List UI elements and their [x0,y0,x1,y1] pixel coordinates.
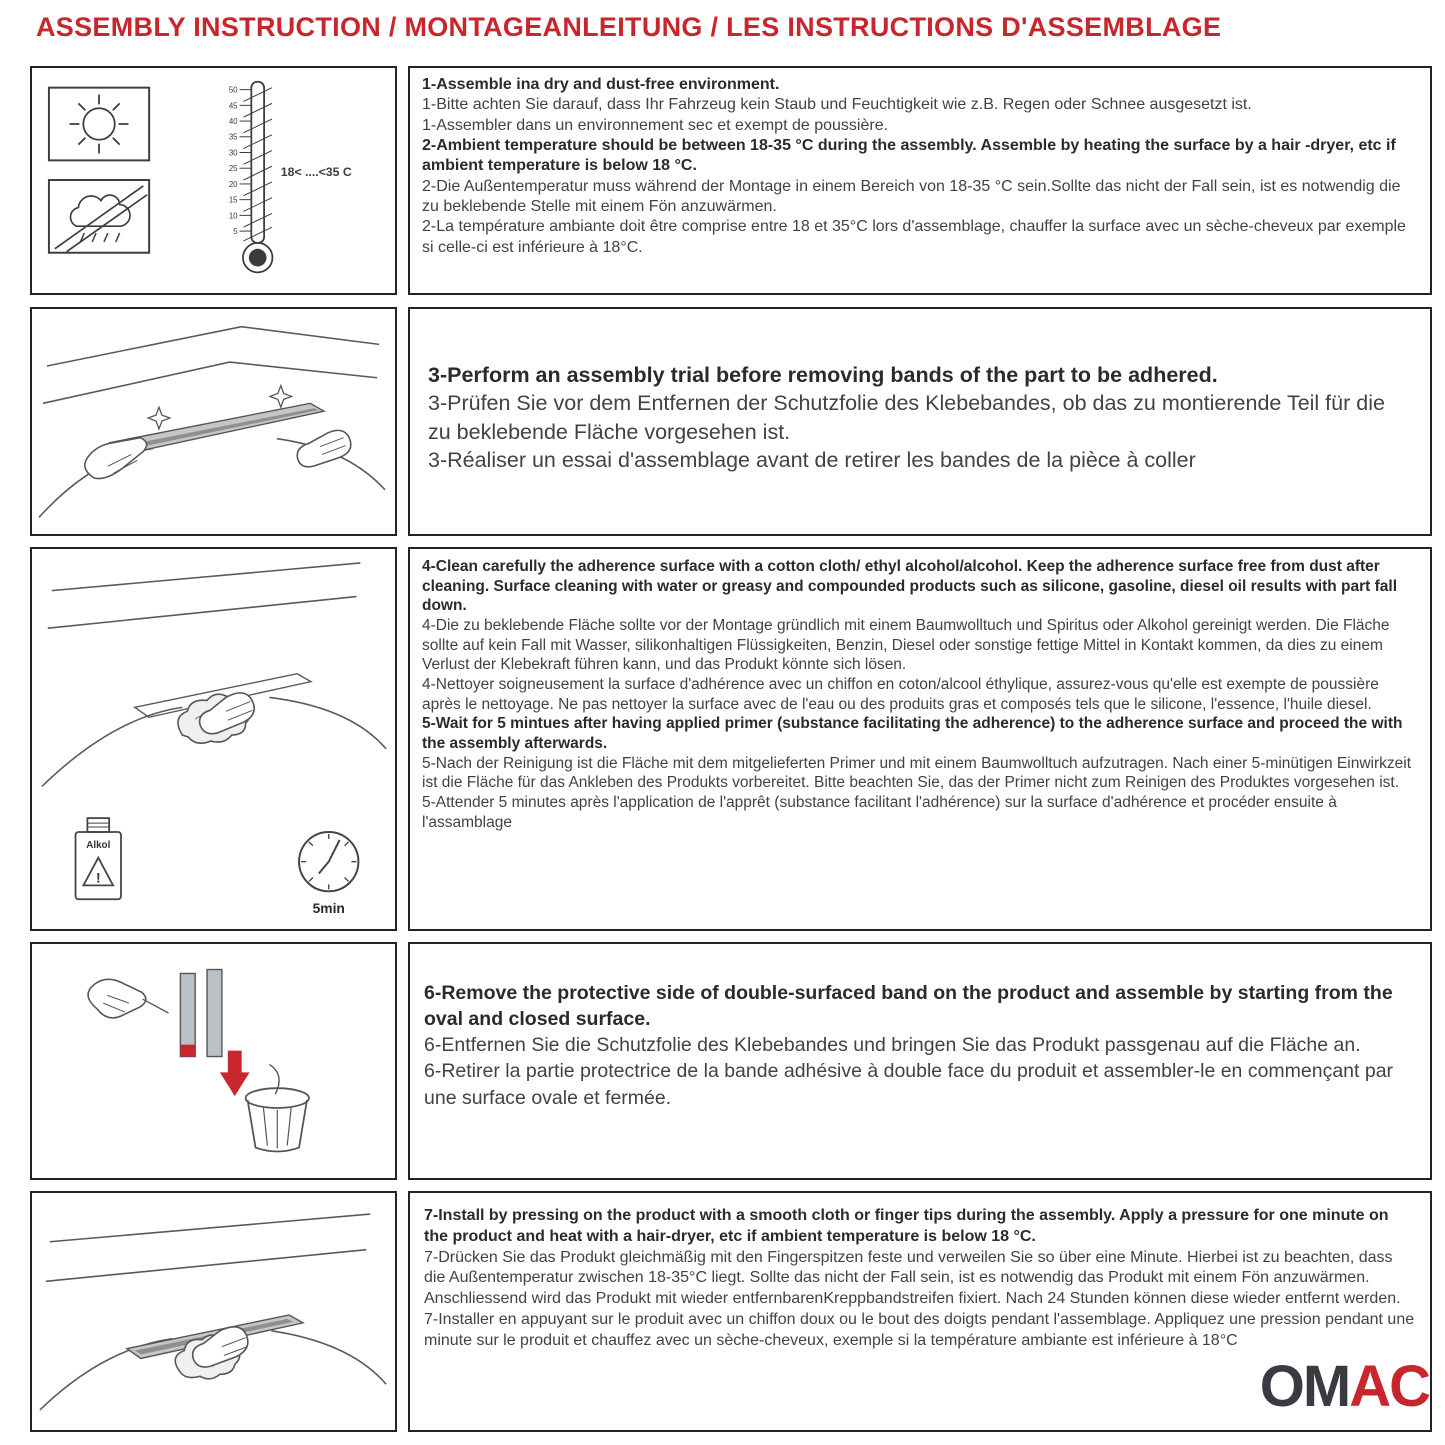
sun-icon [49,88,149,161]
instruction-paragraph: 3-Prüfen Sie vor dem Entfernen der Schutzfolie des Klebebandes, ob das zu montierende Teil für die zu beklebende Fläche vorgesehen ist. [428,391,1385,444]
door-frame-lines [40,1214,386,1410]
clock-icon [299,832,358,916]
trash-bin-icon [246,1064,309,1151]
step4-cleaning-illustration [32,549,395,929]
down-arrow-icon [220,1051,250,1096]
thermometer-tick-label: 15 [228,195,238,205]
warning-mark: ! [95,869,101,886]
thermometer-tick-label: 10 [228,211,238,221]
step4-5-illustration-box [30,547,397,931]
five-minutes-label: 5min [312,900,345,917]
instruction-paragraph: 6-Retirer la partie protectrice de la bande adhésive à double face du produit et assembler-le en commençant par une surface ovale et fermée. [424,1060,1394,1109]
peeling-hand-icon [88,979,168,1018]
instruction-paragraph: 1-Assembler dans un environnement sec et exempt de poussière. [422,116,889,134]
step4-5-text-box [408,547,1432,931]
page-title: ASSEMBLY INSTRUCTION / MONTAGEANLEITUNG / LES INSTRUCTIONS D'ASSEMBLAGE [36,12,1222,42]
step3-illustration-box [30,307,397,536]
instruction-paragraph: 4-Clean carefully the adherence surface with a cotton cloth/ ethyl alcohol/alcohol. Keep the adherence surface free from dust after cleaning. Surface cleaning with water or greasy and compounded products such as silicone, gasoline, diesel oil results with part fall down. [422,558,1398,615]
red-tab [180,1045,195,1057]
step1-2-text-box [408,66,1432,295]
step7-illustration-box [30,1191,397,1432]
thermometer-tick-label: 35 [228,132,238,142]
thermometer-tick-label: 45 [228,101,238,111]
door-sill-trim-shadow [120,408,318,450]
thermometer-tick-label: 25 [228,164,238,174]
instruction-paragraph: 7-Install by pressing on the product with a smooth cloth or finger tips during the assembly. Apply a pressure for one minute on the product and heat with a hair-dryer, etc if ambient temperature is below 18 °C. [424,1207,1389,1245]
instruction-paragraph: 3-Perform an assembly trial before removing bands of the part to be adhered. [428,363,1218,387]
alcohol-bottle-icon [76,818,121,899]
instruction-paragraph: 1-Bitte achten Sie darauf, dass Ihr Fahrzeug kein Staub und Feuchtigkeit wie z.B. Regen oder Schnee ausgesetzt ist. [422,96,1252,114]
right-hand-icon [297,430,351,466]
step3-text-box [408,307,1432,536]
step6-text-box [408,942,1432,1180]
instruction-paragraph: 7-Installer en appuyant sur le produit avec un chiffon doux ou le bout des doigts pendant l'assemblage. Appliquez une pression pendant une minute sur le produit et chauffez avec un sèche-cheveux, exemple si la température ambiante est inférieure à 18°C [424,1310,1415,1349]
no-rain-icon [49,180,149,253]
instruction-paragraph: 4-Die zu beklebende Fläche sollte vor der Montage gründlich mit einem Baumwolltuch und Spiritus oder Alkohol gereinigt werden. Die Fläche sollte auf kein Fall mit Wasser, silikonhaltigen Flüssigkeiten, Benzin, Diesel oder sonstige fettige Mittel in Kontakt kommen, da dies zu einem Verlust der Klebekraft führen kann, und das Produkt könnte sich lösen. [422,617,1390,674]
thermometer-tick-label: 40 [228,117,238,127]
instruction-paragraph: 2-Die Außentemperatur muss während der Montage in einem Bereich von 18-35 °C sein.Sollte das nicht der Fall sein, ist es notwendig die zu beklebende Stelle mit einem Fön anzuwärmen. [422,177,1401,215]
logo-om-text: OM [1259,1354,1350,1419]
instruction-paragraph: 2-Ambient temperature should be between 18-35 °C during the assembly. Assemble by heating the surface by a hair -dryer, etc if ambient temperature is below 18 °C. [422,136,1396,175]
instruction-paragraph: 5-Wait for 5 mintues after having applied primer (substance facilitating the adherence) to the adherence surface and proceed the with the assembly afterwards. [422,715,1403,753]
step1-illustration-box [30,66,397,295]
step7-press-illustration [32,1193,395,1430]
step6-illustration-box [30,942,397,1180]
step6-peel-illustration [32,944,395,1178]
instruction-paragraph: 6-Entfernen Sie die Schutzfolie des Klebebandes und bringen Sie das Produkt passgenau auf die Fläche an. [424,1034,1361,1057]
temperature-range-label: 18< ....<35 C [280,165,352,180]
thermometer-tick-label: 5 [233,227,238,237]
alcohol-label: Alkol [86,839,111,851]
instruction-paragraph: 1-Assemble ina dry and dust-free environment. [422,76,780,93]
thermometer-tick-label: 30 [228,148,238,158]
instruction-paragraph: 5-Nach der Reinigung ist die Fläche mit dem mitgelieferten Primer und mit einem Baumwolltuch aufzutragen. Nach einer 5-minütigen Einwirkzeit ist die Fläche für das Ankleben des Produkts vorbereitet. Bitte beachten Sie, das der Primer nicht zum Reinigen des Produktes vorgesehen ist. [422,754,1412,792]
logo-ac-text: AC [1349,1354,1429,1419]
instruction-paragraph: 6-Remove the protective side of double-surfaced band on the product and assemble by starting from the oval and closed surface. [424,982,1393,1031]
film-into-bin [269,1064,279,1094]
step3-trial-fit-illustration [32,309,395,534]
adhesive-band-strips [180,970,222,1057]
left-hand-icon [85,438,147,479]
instruction-paragraph: 2-La température ambiante doit être comprise entre 18 et 35°C lors d'assemblage, chauffer la surface avec un sèche-cheveux par exemple si celle-ci est inférieure à 18°C. [422,218,1406,256]
instruction-paragraph: 7-Drücken Sie das Produkt gleichmäßig mit den Fingerspitzen feste und verweilen Sie so über eine Minute. Hierbei ist zu beachten, dass die Außentemperatur zwischen 18-35°C liegt. Sollte das nicht der Fall sein, ist es notwendig das Produkt mit einem Fön anzuwärmen. Anschliessend wird das Produkt mit wieder entfernbarenKreppbandstreifen fixiert. Nach 24 Stunden können diese wieder entfernt werden. [424,1248,1401,1308]
step1-climate-illustration [32,68,395,293]
door-frame-lines [42,563,386,787]
instruction-paragraph: 3-Réaliser un essai d'assemblage avant de retirer les bandes de la pièce à coller [428,448,1196,473]
thermometer-tick-label: 20 [228,179,238,189]
instruction-paragraph: 5-Attender 5 minutes après l'application de l'apprêt (substance facilitant l'adhérence) sur la surface d'adhérence et procéder ensuite à l'assamblage [422,794,1337,831]
omac-logo [1259,1354,1429,1419]
instruction-paragraph: 4-Nettoyer soigneusement la surface d'adhérence avec un chiffon en coton/alcool éthylique, assurez-vous qu'elle est exempte de poussière après le nettoyage. Ne pas nettoyer la surface avec de l'eau ou des produits gras et composés tels que le silicone, l'essence, l'huile diesel. [422,676,1379,713]
thermometer-icon [229,82,352,273]
thermometer-tick-label: 50 [228,85,238,95]
